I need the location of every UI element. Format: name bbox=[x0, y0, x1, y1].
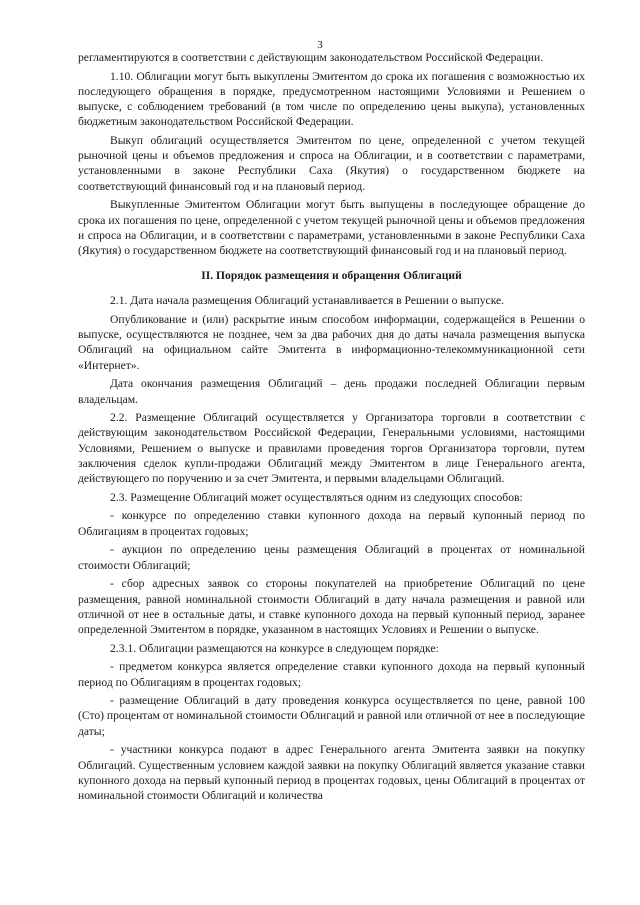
list-item: - аукцион по определению цены размещения Облигаций в процентах от номинальной стоимости Облигаций; bbox=[78, 543, 585, 572]
paragraph: 2.1. Дата начала размещения Облигаций устанавливается в Решении о выпуске. bbox=[110, 294, 505, 308]
paragraph: регламентируются в соответствии с действующим законодательством Российской Федерации. bbox=[78, 51, 544, 64]
list-item: - предметом конкурса является определение ставки купонного дохода на первый купонный период по Облигациям в процентах годовых; bbox=[78, 660, 585, 689]
paragraph: Выкупленные Эмитентом Облигации могут быть выпущены в последующее обращение до срока их погашения по цене, определенной с учетом текущей рыночной цены и объемов предложения и спроса на Облигации, и в соответствии с параметрами, установленными в законе Республики Саха (Якутия) о государственном бюджете на соответствующий финансовый год и на плановый период. bbox=[78, 198, 585, 257]
list-item: - конкурсе по определению ставки купонного дохода на первый купонный период по Облигациям в процентах годовых; bbox=[78, 509, 585, 538]
paragraph: 2.3.1. Облигации размещаются на конкурсе в следующем порядке: bbox=[110, 641, 439, 655]
list-item: - участники конкурса подают в адрес Генерального агента Эмитента заявки на покупку Облигаций. Существенным условием каждой заявки на покупку Облигаций является указание ставки купонного дохода на первый купонный период в процентах годовых, цены Облигаций в процентах от номинальной стоимости Облигаций и количества bbox=[78, 743, 585, 802]
list-item: - размещение Облигаций в дату проведения конкурса осуществляется по цене, равной 100 (Сто) процентам от номинальной стоимости Облигаций и равной или отличной от нее в последующие даты; bbox=[78, 694, 585, 738]
paragraph: Дата окончания размещения Облигаций – день продажи последней Облигации первым владельцам. bbox=[78, 377, 585, 406]
list-item: - сбор адресных заявок со стороны покупателей на приобретение Облигаций по цене размещения, равной номинальной стоимости Облигаций в дату начала размещения и равной или отличной от нее в остальные даты, и ставке купонного дохода на первый купонный период, заранее определенной Эмитентом в порядке, указанном в настоящих Условиях и Решении о выпуске. bbox=[78, 577, 585, 636]
document-body bbox=[78, 50, 585, 807]
paragraph: 1.10. Облигации могут быть выкуплены Эмитентом до срока их погашения с возможностью их последующего обращения в порядке, предусмотренном настоящими Условиями и Решением о выпуске, с соблюдением требований (в том числе по определению цены выкупа), установленных бюджетным законодательством Российской Федерации. bbox=[78, 69, 585, 129]
section-heading: II. Порядок размещения и обращения Облигаций bbox=[201, 269, 462, 283]
paragraph: 2.3. Размещение Облигаций может осуществляться одним из следующих способов: bbox=[110, 490, 523, 504]
page-number: 3 bbox=[317, 39, 323, 51]
paragraph: Опубликование и (или) раскрытие иным способом информации, содержащейся в Решении о выпуске, осуществляются не позднее, чем за два рабочих дня до даты начала размещения выпуска Облигаций на официальном сайте Эмитента в информационно-телекоммуникационной сети «Интернет». bbox=[78, 313, 585, 372]
paragraph: Выкуп облигаций осуществляется Эмитентом по цене, определенной с учетом текущей рыночной цены и объемов предложения и спроса на Облигации, и в соответствии с параметрами, установленными в законе Республики Саха (Якутия) о государственном бюджете на соответствующий финансовый год и на плановый период. bbox=[78, 134, 585, 193]
paragraph: 2.2. Размещение Облигаций осуществляется у Организатора торговли в соответствии с действующим законодательством Российской Федерации, Генеральными условиями, настоящими Условиями, Решением о выпуске и правилами проведения торгов Организатора торговли, путем заключения сделок купли-продажи Облигаций между Эмитентом в лице Генерального агента, действующего по поручению и за счет Эмитента, и первыми владельцами Облигаций. bbox=[78, 411, 585, 486]
